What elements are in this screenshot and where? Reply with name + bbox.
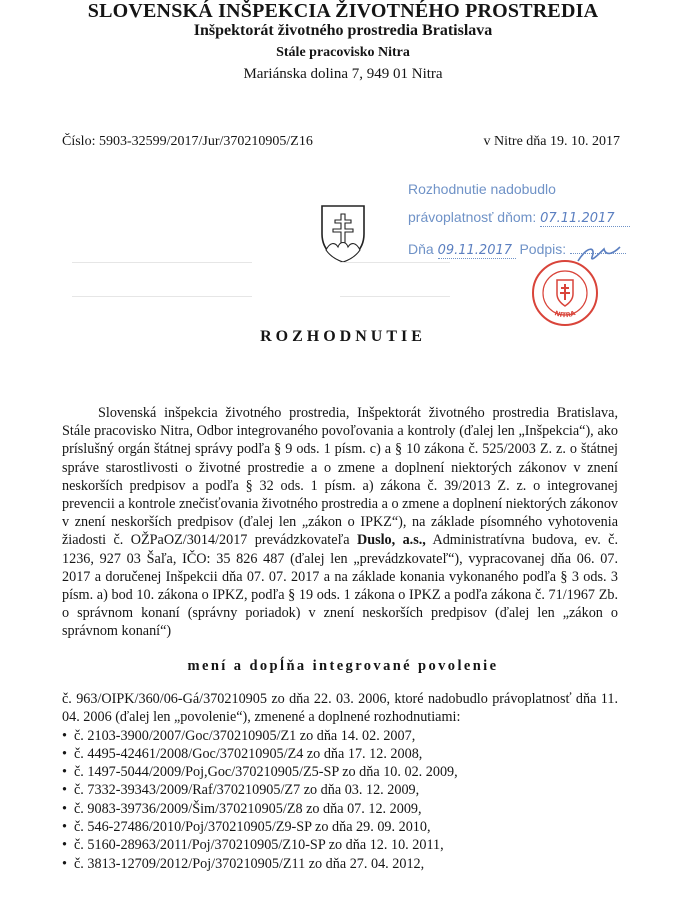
- address: Mariánska dolina 7, 949 01 Nitra: [243, 66, 443, 82]
- decision-paragraph: [62, 404, 618, 641]
- coat-of-arms-icon: [320, 204, 366, 264]
- bleed-through-mark: [340, 262, 450, 263]
- bleed-through-mark: [340, 296, 450, 297]
- round-seal-icon: [530, 258, 600, 328]
- reference-number: Číslo: 5903-32599/2017/Jur/370210905/Z16: [62, 134, 313, 149]
- stamp-line-1: Rozhodnutie nadobudlo: [408, 181, 556, 197]
- list-item: • č. 5160-28963/2011/Poj/370210905/Z10-SP zo dňa 12. 10. 2011,: [62, 836, 618, 854]
- decision-text-rest: Administratívna budova, ev. č. 1236, 927 03 Šaľa, IČO: 35 826 487 (ďalej len „prevádzkovateľ“), vypracovanej dňa 06. 07. 2017 a doručenej Inšpekcii dňa 07. 07. 2017 a na základe konania vykonaného podľa § 3 ods. 3 písm. a) bod 10. zákona o IPKZ, podľa § 19 ods. 1 zákona o IPKZ a podľa zákona č. 71/1967 Zb. o správnom konaní (správny poriadok) v znení neskorších predpisov (ďalej len „zákon o správnom konaní“): [62, 532, 618, 640]
- decision-text: Slovenská inšpekcia životného prostredia, Inšpektorát životného prostredia Bratislava, Stále pracovisko Nitra, Odbor integrovaného povoľovania a kontroly (ďalej len „Inšpekcia“), ako príslušný orgán štátnej správy podľa § 9 ods. 1 písm. c) a § 10 zákona č. 525/2003 Z. z. o štátnej správe starostlivosti o životné prostredie a o zmene a doplnení niektorých zákonov v znení neskorších predpisov a podľa § 32 ods. 1 písm. a) zákona č. 39/2013 Z. z. o integrovanej prevencii a kontrole znečisťovania životného prostredia a o zmene a doplnení niektorých zákonov v znení neskorších predpisov (ďalej len „zákon o IPKZ“), na základe písomného vyhotovenia žiadosti č. OŽPaOZ/3014/2017 prevádzkovateľa: [62, 405, 619, 549]
- list-item: • č. 9083-39736/2009/Šim/370210905/Z8 zo dňa 07. 12. 2009,: [62, 800, 618, 818]
- permit-intro: č. 963/OIPK/360/06-Gá/370210905 zo dňa 22. 03. 2006, ktoré nadobudlo právoplatnosť dňa 11. 04. 2006 (ďalej len „povolenie“), zmenené a doplnené rozhodnutiami:: [62, 691, 618, 726]
- place-date: v Nitre dňa 19. 10. 2017: [483, 134, 620, 149]
- bleed-through-mark: [72, 296, 252, 297]
- list-item: • č. 4495-42461/2008/Goc/370210905/Z4 zo dňa 17. 12. 2008,: [62, 745, 618, 763]
- amendments-section: [62, 690, 618, 873]
- decision-subtitle: mení a dopĺňa integrované povolenie: [187, 658, 499, 674]
- agency-name: SLOVENSKÁ INŠPEKCIA ŽIVOTNÉHO PROSTREDIA: [87, 0, 599, 22]
- document-title: ROZHODNUTIE: [260, 328, 426, 345]
- bleed-through-mark: [72, 262, 252, 263]
- list-item: • č. 546-27486/2010/Poj/370210905/Z9-SP zo dňa 29. 09. 2010,: [62, 818, 618, 836]
- amendments-list: [62, 727, 618, 873]
- stamp-validity-date: 07.11.2017: [540, 211, 630, 227]
- seal-text: NITRA: [553, 309, 577, 320]
- stamp-day-date: 09.11.2017: [438, 243, 516, 259]
- inspectorate-name: Inšpektorát životného prostredia Bratislava: [193, 22, 493, 39]
- list-item: • č. 1497-5044/2009/Poj,Goc/370210905/Z5-SP zo dňa 10. 02. 2009,: [62, 763, 618, 781]
- list-item: • č. 7332-39343/2009/Raf/370210905/Z7 zo dňa 03. 12. 2009,: [62, 781, 618, 799]
- svg-text:NITRA: [553, 309, 576, 319]
- stamp-signature: [570, 253, 626, 254]
- company-name: Duslo, a.s.,: [356, 532, 426, 549]
- workplace-name: Stále pracovisko Nitra: [276, 45, 410, 60]
- list-item: • č. 2103-3900/2007/Goc/370210905/Z1 zo dňa 14. 02. 2007,: [62, 727, 618, 745]
- stamp-line-3: [408, 241, 626, 259]
- stamp-line-2: [408, 209, 630, 227]
- list-item: • č. 3813-12709/2012/Poj/370210905/Z11 zo dňa 27. 04. 2012,: [62, 855, 618, 873]
- stamp-day-label: Dňa: [408, 241, 434, 257]
- decision-body: [62, 404, 618, 641]
- stamp-validity-label: právoplatnosť dňom:: [408, 209, 537, 225]
- stamp-signature-label: Podpis:: [519, 241, 567, 257]
